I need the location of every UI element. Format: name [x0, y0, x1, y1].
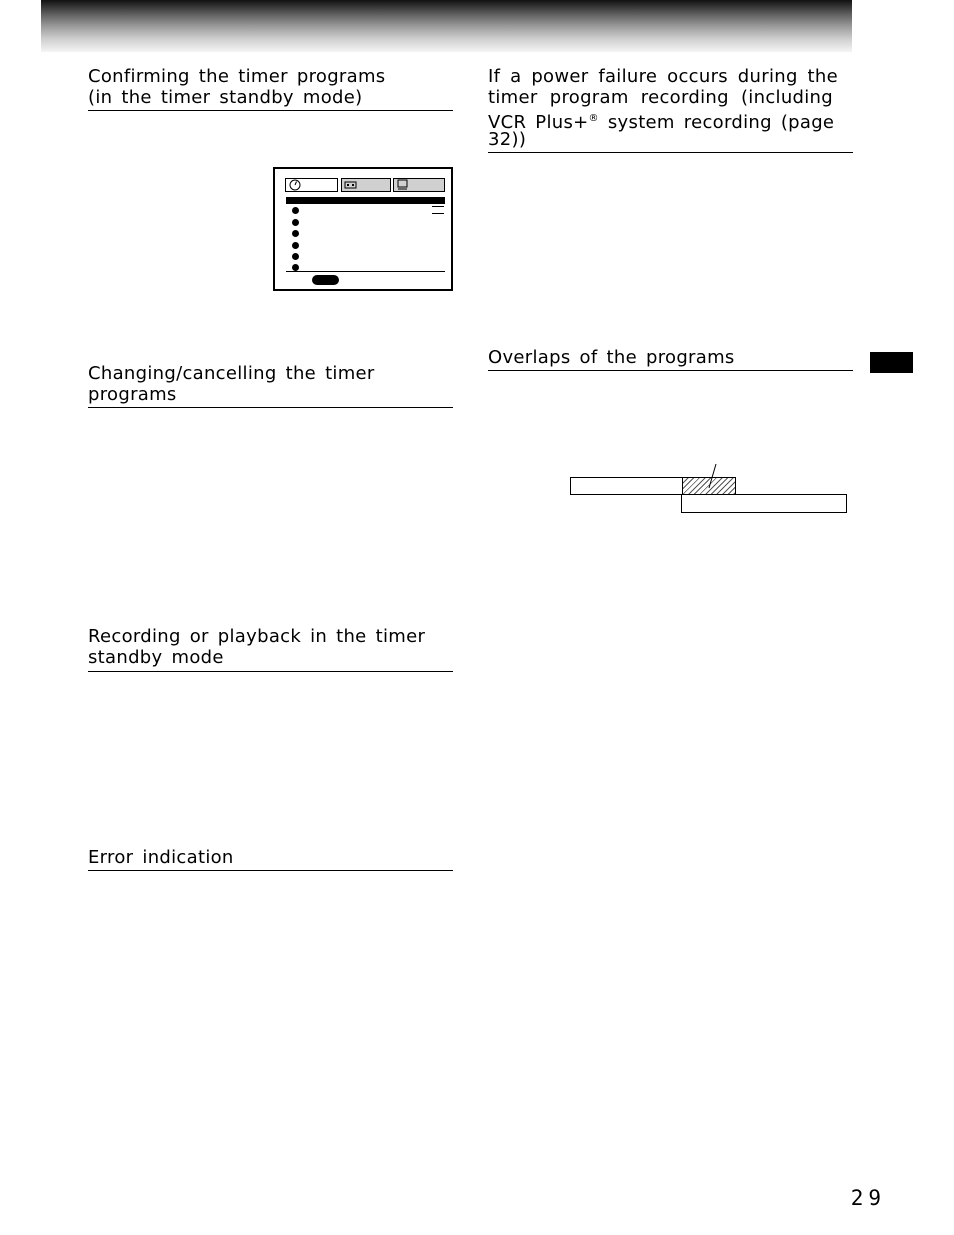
program-1-bar — [570, 477, 683, 495]
selected-row-bar — [286, 197, 445, 204]
program-bullet — [292, 230, 299, 237]
page-number: 29 — [850, 1186, 886, 1210]
divider — [88, 870, 453, 871]
tape-icon — [344, 179, 358, 191]
heading-overlaps: Overlaps of the programs — [488, 347, 735, 368]
system-recording-text: system recording (page — [598, 112, 835, 133]
heading-changing: Changing/cancelling the timer programs — [88, 363, 375, 405]
program-bullet — [292, 207, 299, 214]
tape-tab — [341, 178, 391, 192]
heading-error: Error indication — [88, 847, 234, 868]
divider — [488, 152, 853, 153]
heading-power-failure-line: timer program recording (including — [488, 87, 833, 108]
program-bullet — [292, 253, 299, 260]
osd-bottom-line — [286, 271, 445, 272]
clock-tab — [285, 178, 338, 192]
registered-mark: ® — [588, 113, 599, 124]
header-band — [41, 0, 852, 52]
dash-mark — [432, 206, 444, 207]
heading-recording: Recording or playback in the timer standby mode — [88, 626, 426, 668]
tv-icon — [396, 179, 410, 191]
divider — [88, 110, 453, 111]
tv-tab — [393, 178, 445, 192]
osd-button-pill — [312, 275, 339, 285]
heading-power-failure-line: If a power failure occurs during the — [488, 66, 838, 87]
clock-icon — [288, 179, 302, 191]
divider — [88, 407, 453, 408]
overlap-pointer-line — [704, 462, 724, 492]
heading-confirming: Confirming the timer programs (in the timer standby mode) — [88, 66, 386, 108]
divider — [88, 671, 453, 672]
program-2-bar — [681, 494, 847, 513]
program-bullet — [292, 264, 299, 271]
timer-program-screen — [273, 167, 453, 291]
program-bullet — [292, 242, 299, 249]
dash-mark — [432, 213, 444, 214]
divider — [488, 370, 853, 371]
program-bullet — [292, 219, 299, 226]
heading-power-failure-line: 32)) — [488, 129, 527, 150]
section-tab — [870, 352, 913, 373]
vcr-plus-text: VCR Plus+ — [488, 112, 589, 133]
